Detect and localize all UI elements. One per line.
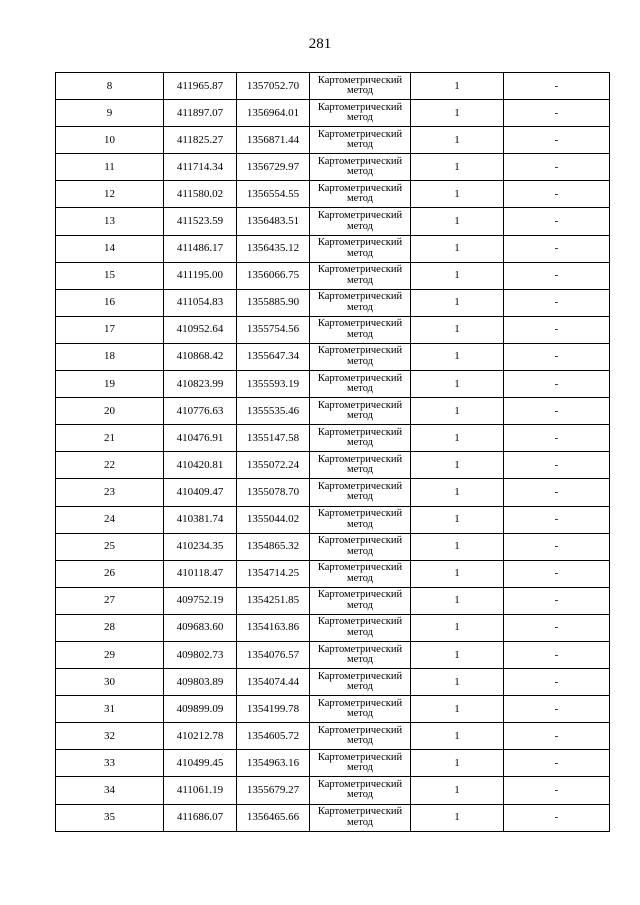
accuracy-cell: 1 — [411, 479, 504, 506]
point-number-cell: 28 — [56, 614, 164, 641]
method-line-2: метод — [346, 491, 374, 503]
x-coordinate-cell: 411523.59 — [164, 208, 237, 235]
point-number-cell: 19 — [56, 371, 164, 398]
note-cell: - — [504, 181, 610, 208]
table-row — [56, 371, 610, 398]
accuracy-cell: 1 — [411, 343, 504, 370]
y-coordinate-cell: 1354251.85 — [237, 587, 310, 614]
y-coordinate-cell: 1354163.86 — [237, 614, 310, 641]
x-coordinate-cell: 410476.91 — [164, 425, 237, 452]
method-line-1: Картометрический — [317, 724, 403, 736]
method-line-2: метод — [346, 626, 374, 638]
method-cell — [310, 506, 411, 533]
method-cell — [310, 777, 411, 804]
accuracy-cell: 1 — [411, 235, 504, 262]
y-coordinate-cell: 1354605.72 — [237, 723, 310, 750]
table-row — [56, 614, 610, 641]
y-coordinate-cell: 1356465.66 — [237, 804, 310, 831]
method-cell — [310, 181, 411, 208]
y-coordinate-cell: 1355647.34 — [237, 343, 310, 370]
method-line-1: Картометрический — [317, 155, 403, 167]
y-coordinate-cell: 1355593.19 — [237, 371, 310, 398]
table-row — [56, 777, 610, 804]
x-coordinate-cell: 409803.89 — [164, 669, 237, 696]
x-coordinate-cell: 410952.64 — [164, 316, 237, 343]
table-row — [56, 750, 610, 777]
method-cell — [310, 587, 411, 614]
method-line-2: метод — [346, 328, 374, 340]
y-coordinate-cell: 1356066.75 — [237, 262, 310, 289]
method-cell — [310, 723, 411, 750]
method-line-2: метод — [346, 762, 374, 774]
method-cell — [310, 262, 411, 289]
point-number-cell: 33 — [56, 750, 164, 777]
x-coordinate-cell: 410234.35 — [164, 533, 237, 560]
point-number-cell: 8 — [56, 73, 164, 100]
note-cell: - — [504, 723, 610, 750]
point-number-cell: 12 — [56, 181, 164, 208]
method-line-1: Картометрический — [317, 480, 403, 492]
point-number-cell: 26 — [56, 560, 164, 587]
method-cell — [310, 696, 411, 723]
table-row — [56, 452, 610, 479]
method-line-1: Картометрический — [317, 101, 403, 113]
note-cell: - — [504, 587, 610, 614]
note-cell: - — [504, 614, 610, 641]
method-line-1: Картометрический — [317, 426, 403, 438]
method-cell — [310, 371, 411, 398]
y-coordinate-cell: 1356729.97 — [237, 154, 310, 181]
x-coordinate-cell: 411686.07 — [164, 804, 237, 831]
table-row — [56, 479, 610, 506]
point-number-cell: 35 — [56, 804, 164, 831]
method-cell — [310, 452, 411, 479]
method-cell — [310, 614, 411, 641]
note-cell: - — [504, 479, 610, 506]
method-line-1: Картометрический — [317, 697, 403, 709]
x-coordinate-cell: 409683.60 — [164, 614, 237, 641]
table-row — [56, 343, 610, 370]
x-coordinate-cell: 410381.74 — [164, 506, 237, 533]
point-number-cell: 22 — [56, 452, 164, 479]
table-row — [56, 73, 610, 100]
method-line-2: метод — [346, 437, 374, 449]
method-cell — [310, 425, 411, 452]
method-line-1: Картометрический — [317, 210, 403, 222]
accuracy-cell: 1 — [411, 696, 504, 723]
method-line-2: метод — [346, 220, 374, 232]
note-cell: - — [504, 669, 610, 696]
accuracy-cell: 1 — [411, 73, 504, 100]
method-line-2: метод — [346, 410, 374, 422]
point-number-cell: 13 — [56, 208, 164, 235]
x-coordinate-cell: 411825.27 — [164, 127, 237, 154]
note-cell: - — [504, 398, 610, 425]
note-cell: - — [504, 452, 610, 479]
method-line-1: Картометрический — [317, 562, 403, 574]
accuracy-cell: 1 — [411, 425, 504, 452]
x-coordinate-cell: 409752.19 — [164, 587, 237, 614]
method-line-1: Картометрический — [317, 806, 403, 818]
method-cell — [310, 398, 411, 425]
x-coordinate-cell: 409899.09 — [164, 696, 237, 723]
method-line-2: метод — [346, 301, 374, 313]
table-row — [56, 587, 610, 614]
x-coordinate-cell: 411061.19 — [164, 777, 237, 804]
method-cell — [310, 208, 411, 235]
x-coordinate-cell: 411195.00 — [164, 262, 237, 289]
point-number-cell: 18 — [56, 343, 164, 370]
y-coordinate-cell: 1355078.70 — [237, 479, 310, 506]
method-line-1: Картометрический — [317, 508, 403, 520]
note-cell: - — [504, 641, 610, 668]
method-line-1: Картометрический — [317, 291, 403, 303]
method-cell — [310, 560, 411, 587]
x-coordinate-cell: 411486.17 — [164, 235, 237, 262]
method-line-1: Картометрический — [317, 182, 403, 194]
method-line-1: Картометрический — [317, 74, 403, 86]
method-line-2: метод — [346, 193, 374, 205]
accuracy-cell: 1 — [411, 154, 504, 181]
method-cell — [310, 316, 411, 343]
accuracy-cell: 1 — [411, 289, 504, 316]
table-row — [56, 208, 610, 235]
table-row — [56, 641, 610, 668]
accuracy-cell: 1 — [411, 262, 504, 289]
method-line-2: метод — [346, 518, 374, 530]
y-coordinate-cell: 1354963.16 — [237, 750, 310, 777]
table-row — [56, 696, 610, 723]
method-cell — [310, 804, 411, 831]
page-number: 281 — [308, 36, 332, 52]
point-number-cell: 11 — [56, 154, 164, 181]
point-number-cell: 15 — [56, 262, 164, 289]
y-coordinate-cell: 1355072.24 — [237, 452, 310, 479]
point-number-cell: 24 — [56, 506, 164, 533]
y-coordinate-cell: 1356435.12 — [237, 235, 310, 262]
table-row — [56, 560, 610, 587]
y-coordinate-cell: 1354199.78 — [237, 696, 310, 723]
point-number-cell: 32 — [56, 723, 164, 750]
accuracy-cell: 1 — [411, 127, 504, 154]
method-line-2: метод — [346, 464, 374, 476]
accuracy-cell: 1 — [411, 560, 504, 587]
method-line-1: Картометрический — [317, 237, 403, 249]
accuracy-cell: 1 — [411, 804, 504, 831]
note-cell: - — [504, 506, 610, 533]
table-row — [56, 289, 610, 316]
note-cell: - — [504, 208, 610, 235]
note-cell: - — [504, 127, 610, 154]
x-coordinate-cell: 409802.73 — [164, 641, 237, 668]
y-coordinate-cell: 1354076.57 — [237, 641, 310, 668]
method-line-1: Картометрический — [317, 643, 403, 655]
accuracy-cell: 1 — [411, 371, 504, 398]
method-line-2: метод — [346, 735, 374, 747]
method-line-2: метод — [346, 572, 374, 584]
method-line-1: Картометрический — [317, 616, 403, 628]
method-line-1: Картометрический — [317, 670, 403, 682]
method-cell — [310, 289, 411, 316]
note-cell: - — [504, 750, 610, 777]
y-coordinate-cell: 1357052.70 — [237, 73, 310, 100]
x-coordinate-cell: 410409.47 — [164, 479, 237, 506]
note-cell: - — [504, 371, 610, 398]
method-line-2: метод — [346, 654, 374, 666]
method-cell — [310, 154, 411, 181]
point-number-cell: 17 — [56, 316, 164, 343]
point-number-cell: 16 — [56, 289, 164, 316]
note-cell: - — [504, 425, 610, 452]
note-cell: - — [504, 235, 610, 262]
x-coordinate-cell: 410776.63 — [164, 398, 237, 425]
point-number-cell: 14 — [56, 235, 164, 262]
point-number-cell: 9 — [56, 100, 164, 127]
coordinates-table-body — [56, 73, 610, 832]
table-row — [56, 181, 610, 208]
x-coordinate-cell: 411054.83 — [164, 289, 237, 316]
table-row — [56, 398, 610, 425]
accuracy-cell: 1 — [411, 777, 504, 804]
method-cell — [310, 235, 411, 262]
note-cell: - — [504, 289, 610, 316]
table-row — [56, 723, 610, 750]
y-coordinate-cell: 1356554.55 — [237, 181, 310, 208]
method-cell — [310, 750, 411, 777]
x-coordinate-cell: 410868.42 — [164, 343, 237, 370]
method-line-1: Картометрический — [317, 399, 403, 411]
table-row — [56, 235, 610, 262]
x-coordinate-cell: 410823.99 — [164, 371, 237, 398]
method-line-2: метод — [346, 166, 374, 178]
method-cell — [310, 479, 411, 506]
x-coordinate-cell: 411965.87 — [164, 73, 237, 100]
method-cell — [310, 669, 411, 696]
accuracy-cell: 1 — [411, 100, 504, 127]
note-cell: - — [504, 777, 610, 804]
y-coordinate-cell: 1355754.56 — [237, 316, 310, 343]
method-line-2: метод — [346, 247, 374, 259]
accuracy-cell: 1 — [411, 208, 504, 235]
table-row — [56, 425, 610, 452]
accuracy-cell: 1 — [411, 641, 504, 668]
table-row — [56, 804, 610, 831]
method-line-1: Картометрический — [317, 128, 403, 140]
method-cell — [310, 533, 411, 560]
y-coordinate-cell: 1355679.27 — [237, 777, 310, 804]
note-cell: - — [504, 154, 610, 181]
table-row — [56, 154, 610, 181]
note-cell: - — [504, 533, 610, 560]
y-coordinate-cell: 1356483.51 — [237, 208, 310, 235]
method-cell — [310, 73, 411, 100]
point-number-cell: 10 — [56, 127, 164, 154]
table-row — [56, 669, 610, 696]
point-number-cell: 29 — [56, 641, 164, 668]
method-line-2: метод — [346, 816, 374, 828]
table-row — [56, 100, 610, 127]
accuracy-cell: 1 — [411, 750, 504, 777]
point-number-cell: 27 — [56, 587, 164, 614]
coordinates-table — [55, 72, 610, 832]
table-row — [56, 506, 610, 533]
method-line-2: метод — [346, 112, 374, 124]
x-coordinate-cell: 410499.45 — [164, 750, 237, 777]
y-coordinate-cell: 1355535.46 — [237, 398, 310, 425]
method-line-2: метод — [346, 139, 374, 151]
point-number-cell: 21 — [56, 425, 164, 452]
y-coordinate-cell: 1354714.25 — [237, 560, 310, 587]
method-line-2: метод — [346, 789, 374, 801]
accuracy-cell: 1 — [411, 587, 504, 614]
method-line-2: метод — [346, 681, 374, 693]
note-cell: - — [504, 696, 610, 723]
method-line-1: Картометрический — [317, 318, 403, 330]
method-line-2: метод — [346, 708, 374, 720]
method-line-2: метод — [346, 599, 374, 611]
note-cell: - — [504, 262, 610, 289]
point-number-cell: 20 — [56, 398, 164, 425]
x-coordinate-cell: 410420.81 — [164, 452, 237, 479]
point-number-cell: 30 — [56, 669, 164, 696]
method-line-1: Картометрический — [317, 751, 403, 763]
method-cell — [310, 641, 411, 668]
x-coordinate-cell: 411897.07 — [164, 100, 237, 127]
method-cell — [310, 343, 411, 370]
method-line-2: метод — [346, 383, 374, 395]
method-line-1: Картометрический — [317, 453, 403, 465]
method-line-2: метод — [346, 274, 374, 286]
y-coordinate-cell: 1356964.01 — [237, 100, 310, 127]
point-number-cell: 34 — [56, 777, 164, 804]
method-line-1: Картометрический — [317, 345, 403, 357]
method-line-1: Картометрический — [317, 372, 403, 384]
x-coordinate-cell: 410118.47 — [164, 560, 237, 587]
accuracy-cell: 1 — [411, 506, 504, 533]
x-coordinate-cell: 411580.02 — [164, 181, 237, 208]
y-coordinate-cell: 1354074.44 — [237, 669, 310, 696]
method-line-1: Картометрический — [317, 778, 403, 790]
accuracy-cell: 1 — [411, 614, 504, 641]
table-row — [56, 316, 610, 343]
accuracy-cell: 1 — [411, 533, 504, 560]
method-cell — [310, 127, 411, 154]
method-line-2: метод — [346, 355, 374, 367]
accuracy-cell: 1 — [411, 181, 504, 208]
method-line-1: Картометрический — [317, 589, 403, 601]
method-line-1: Картометрический — [317, 535, 403, 547]
note-cell: - — [504, 73, 610, 100]
table-row — [56, 127, 610, 154]
point-number-cell: 25 — [56, 533, 164, 560]
note-cell: - — [504, 804, 610, 831]
y-coordinate-cell: 1356871.44 — [237, 127, 310, 154]
table-row — [56, 262, 610, 289]
accuracy-cell: 1 — [411, 316, 504, 343]
y-coordinate-cell: 1355885.90 — [237, 289, 310, 316]
point-number-cell: 31 — [56, 696, 164, 723]
accuracy-cell: 1 — [411, 452, 504, 479]
method-line-1: Картометрический — [317, 264, 403, 276]
x-coordinate-cell: 410212.78 — [164, 723, 237, 750]
table-row — [56, 533, 610, 560]
point-number-cell: 23 — [56, 479, 164, 506]
note-cell: - — [504, 100, 610, 127]
y-coordinate-cell: 1355044.02 — [237, 506, 310, 533]
note-cell: - — [504, 343, 610, 370]
note-cell: - — [504, 560, 610, 587]
note-cell: - — [504, 316, 610, 343]
accuracy-cell: 1 — [411, 398, 504, 425]
x-coordinate-cell: 411714.34 — [164, 154, 237, 181]
method-cell — [310, 100, 411, 127]
method-line-2: метод — [346, 545, 374, 557]
method-line-2: метод — [346, 85, 374, 97]
accuracy-cell: 1 — [411, 669, 504, 696]
y-coordinate-cell: 1355147.58 — [237, 425, 310, 452]
y-coordinate-cell: 1354865.32 — [237, 533, 310, 560]
accuracy-cell: 1 — [411, 723, 504, 750]
